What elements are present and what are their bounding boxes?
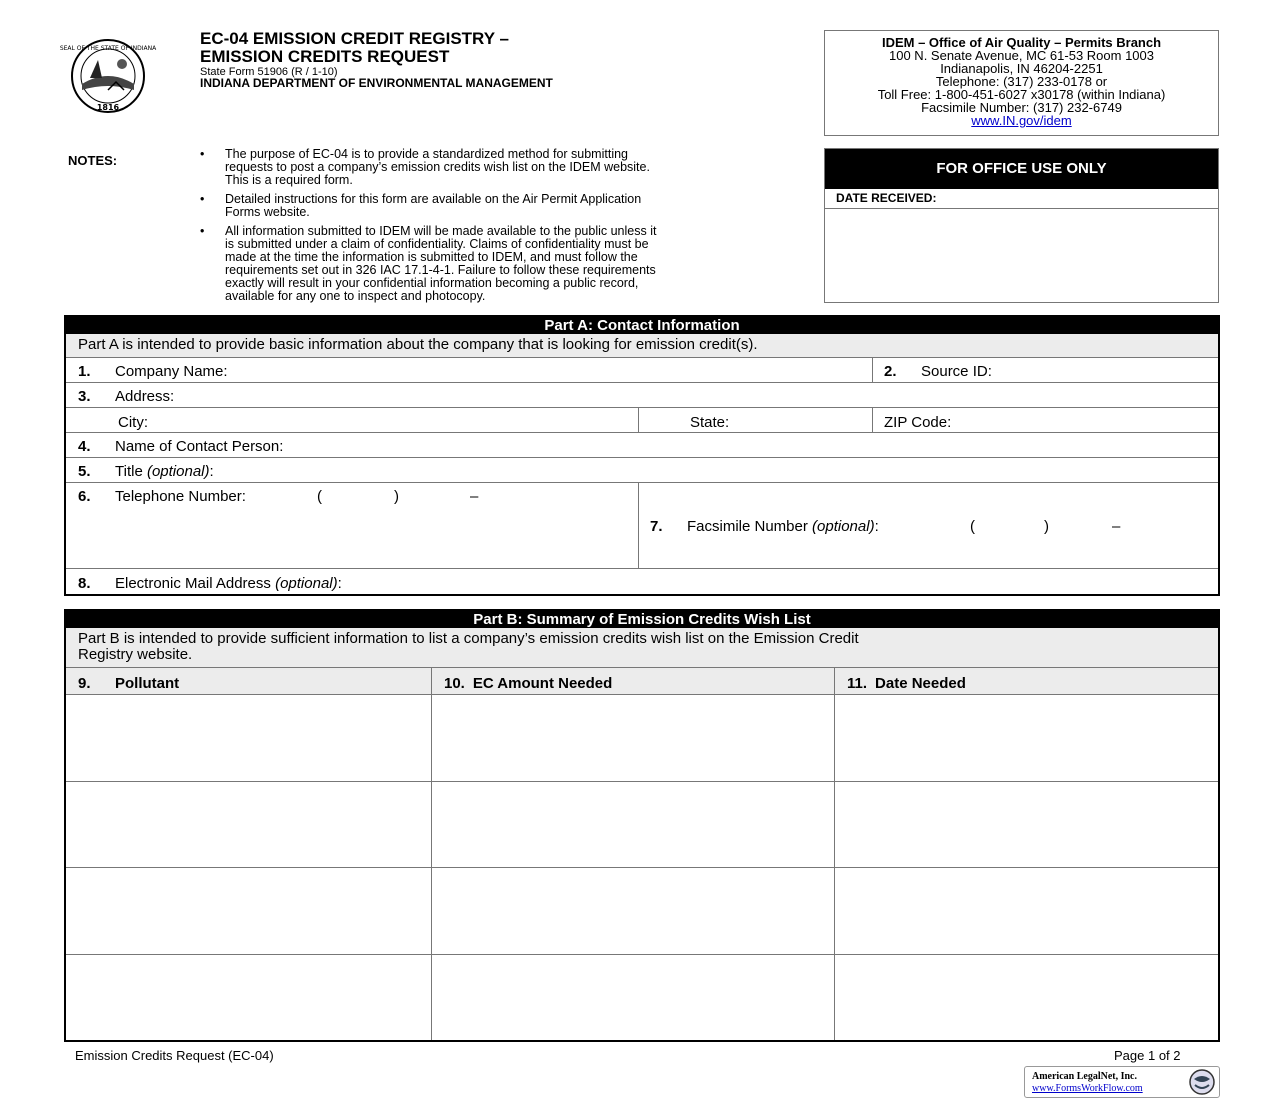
note-item: • The purpose of EC-04 is to provide a standardized method for submitting requests to post a company’s emission credits wish list on the IDEM website. This is a required form. bbox=[200, 147, 650, 187]
idem-website-link[interactable]: www.IN.gov/idem bbox=[971, 113, 1072, 128]
date-needed-cell[interactable] bbox=[835, 695, 1218, 781]
globe-icon bbox=[1189, 1069, 1215, 1095]
date-received-field[interactable] bbox=[825, 209, 1218, 302]
phone-fax-row bbox=[66, 483, 1218, 569]
city-field[interactable]: City: bbox=[118, 414, 148, 431]
facsimile-field[interactable]: 7. Facsimile Number (optional): ( ) – bbox=[650, 518, 1121, 535]
part-b-heading: Part B: Summary of Emission Credits Wish List bbox=[66, 611, 1218, 628]
email-field[interactable]: 8. Electronic Mail Address (optional): bbox=[78, 575, 342, 592]
title-field[interactable]: 5. Title (optional): bbox=[78, 463, 214, 480]
company-row bbox=[66, 358, 1218, 383]
idem-address1: 100 N. Senate Avenue, MC 61-53 Room 1003 bbox=[889, 48, 1154, 63]
notes-list bbox=[200, 148, 810, 309]
city-row bbox=[66, 408, 1218, 433]
state-seal-icon bbox=[59, 38, 157, 114]
telephone-field[interactable]: 6. Telephone Number: ( ) – bbox=[78, 488, 479, 505]
part-b-intro: Part B is intended to provide sufficient information to list a company’s emission credits wish list on the Emission Credit Registry website. bbox=[66, 628, 1218, 668]
address-row bbox=[66, 383, 1218, 408]
ec-amount-header: 10. EC Amount Needed bbox=[444, 675, 613, 692]
date-needed-cell[interactable] bbox=[835, 782, 1218, 867]
idem-address2: Indianapolis, IN 46204-2251 bbox=[940, 61, 1103, 76]
seal-year: 1816 bbox=[96, 103, 120, 112]
date-needed-cell[interactable] bbox=[835, 955, 1218, 1040]
footer-page-number: Page 1 of 2 bbox=[1114, 1048, 1181, 1063]
idem-telephone: Telephone: (317) 233-0178 or bbox=[935, 74, 1108, 89]
date-needed-cell[interactable] bbox=[835, 868, 1218, 954]
bullet-icon: • bbox=[200, 224, 205, 238]
seal-text: SEAL OF THE STATE OF INDIANA bbox=[59, 45, 157, 52]
idem-address-box bbox=[824, 30, 1219, 136]
table-row bbox=[66, 955, 1218, 1040]
source-id-field[interactable]: 2. Source ID: bbox=[884, 363, 992, 380]
ec-amount-cell[interactable] bbox=[432, 782, 834, 867]
form-title-line2: EMISSION CREDITS REQUEST bbox=[200, 47, 450, 66]
date-needed-header: 11. Date Needed bbox=[847, 675, 966, 692]
bullet-icon: • bbox=[200, 192, 205, 206]
legalnet-badge[interactable] bbox=[1024, 1066, 1220, 1098]
address-field[interactable]: 3. Address: bbox=[78, 388, 175, 405]
pollutant-header: 9. Pollutant bbox=[78, 675, 180, 692]
state-field[interactable]: State: bbox=[690, 414, 730, 431]
form-title-line1: EC-04 EMISSION CREDIT REGISTRY – bbox=[200, 29, 509, 48]
part-b-column-headers bbox=[66, 668, 1218, 695]
pollutant-cell[interactable] bbox=[66, 868, 431, 954]
table-row bbox=[66, 782, 1218, 868]
department-name: INDIANA DEPARTMENT OF ENVIRONMENTAL MANAGEMENT bbox=[200, 76, 553, 90]
company-name-field[interactable]: 1. Company Name: bbox=[78, 363, 228, 380]
legalnet-name: American LegalNet, Inc. bbox=[1032, 1071, 1137, 1082]
part-a-table bbox=[64, 315, 1220, 596]
idem-tollfree: Toll Free: 1-800-451-6027 x30178 (within Indiana) bbox=[877, 87, 1166, 102]
idem-fax: Facsimile Number: (317) 232-6749 bbox=[921, 100, 1122, 115]
title-row bbox=[66, 458, 1218, 483]
contact-row bbox=[66, 433, 1218, 458]
table-row bbox=[66, 868, 1218, 955]
contact-person-field[interactable]: 4. Name of Contact Person: bbox=[78, 438, 284, 455]
note-item: • All information submitted to IDEM will be made available to the public unless it is submitted under a claim of confidentiality. Claims of confidentiality must be made at the time the information is submitted to IDEM, and must follow the requirements set out in 326 IAC 17.1-4-1. Failure to follow these requirements exactly will result in your confidential information becoming a public record, available for any one to inspect and photocopy. bbox=[200, 224, 657, 303]
part-b-table bbox=[64, 609, 1220, 1042]
footer-form-name: Emission Credits Request (EC-04) bbox=[75, 1048, 274, 1063]
zip-code-field[interactable]: ZIP Code: bbox=[884, 414, 952, 431]
pollutant-cell[interactable] bbox=[66, 782, 431, 867]
ec-amount-cell[interactable] bbox=[432, 955, 834, 1040]
legalnet-url[interactable]: www.FormsWorkFlow.com bbox=[1032, 1083, 1143, 1094]
pollutant-cell[interactable] bbox=[66, 695, 431, 781]
ec-amount-cell[interactable] bbox=[432, 695, 834, 781]
table-row bbox=[66, 695, 1218, 782]
office-use-box bbox=[824, 148, 1219, 303]
pollutant-cell[interactable] bbox=[66, 955, 431, 1040]
ec-amount-cell[interactable] bbox=[432, 868, 834, 954]
bullet-icon: • bbox=[200, 147, 205, 161]
part-a-intro: Part A is intended to provide basic information about the company that is looking for emission credit(s). bbox=[66, 334, 1218, 358]
email-row bbox=[66, 569, 1218, 594]
notes-label: NOTES: bbox=[68, 153, 118, 168]
date-received-label: DATE RECEIVED: bbox=[825, 189, 1218, 209]
note-item: • Detailed instructions for this form are available on the Air Permit Application Forms website. bbox=[200, 192, 642, 219]
part-a-heading: Part A: Contact Information bbox=[66, 317, 1218, 334]
office-use-heading: FOR OFFICE USE ONLY bbox=[825, 149, 1218, 189]
state-form-number: State Form 51906 (R / 1-10) bbox=[200, 66, 338, 78]
idem-title: IDEM – Office of Air Quality – Permits Branch bbox=[881, 35, 1162, 50]
